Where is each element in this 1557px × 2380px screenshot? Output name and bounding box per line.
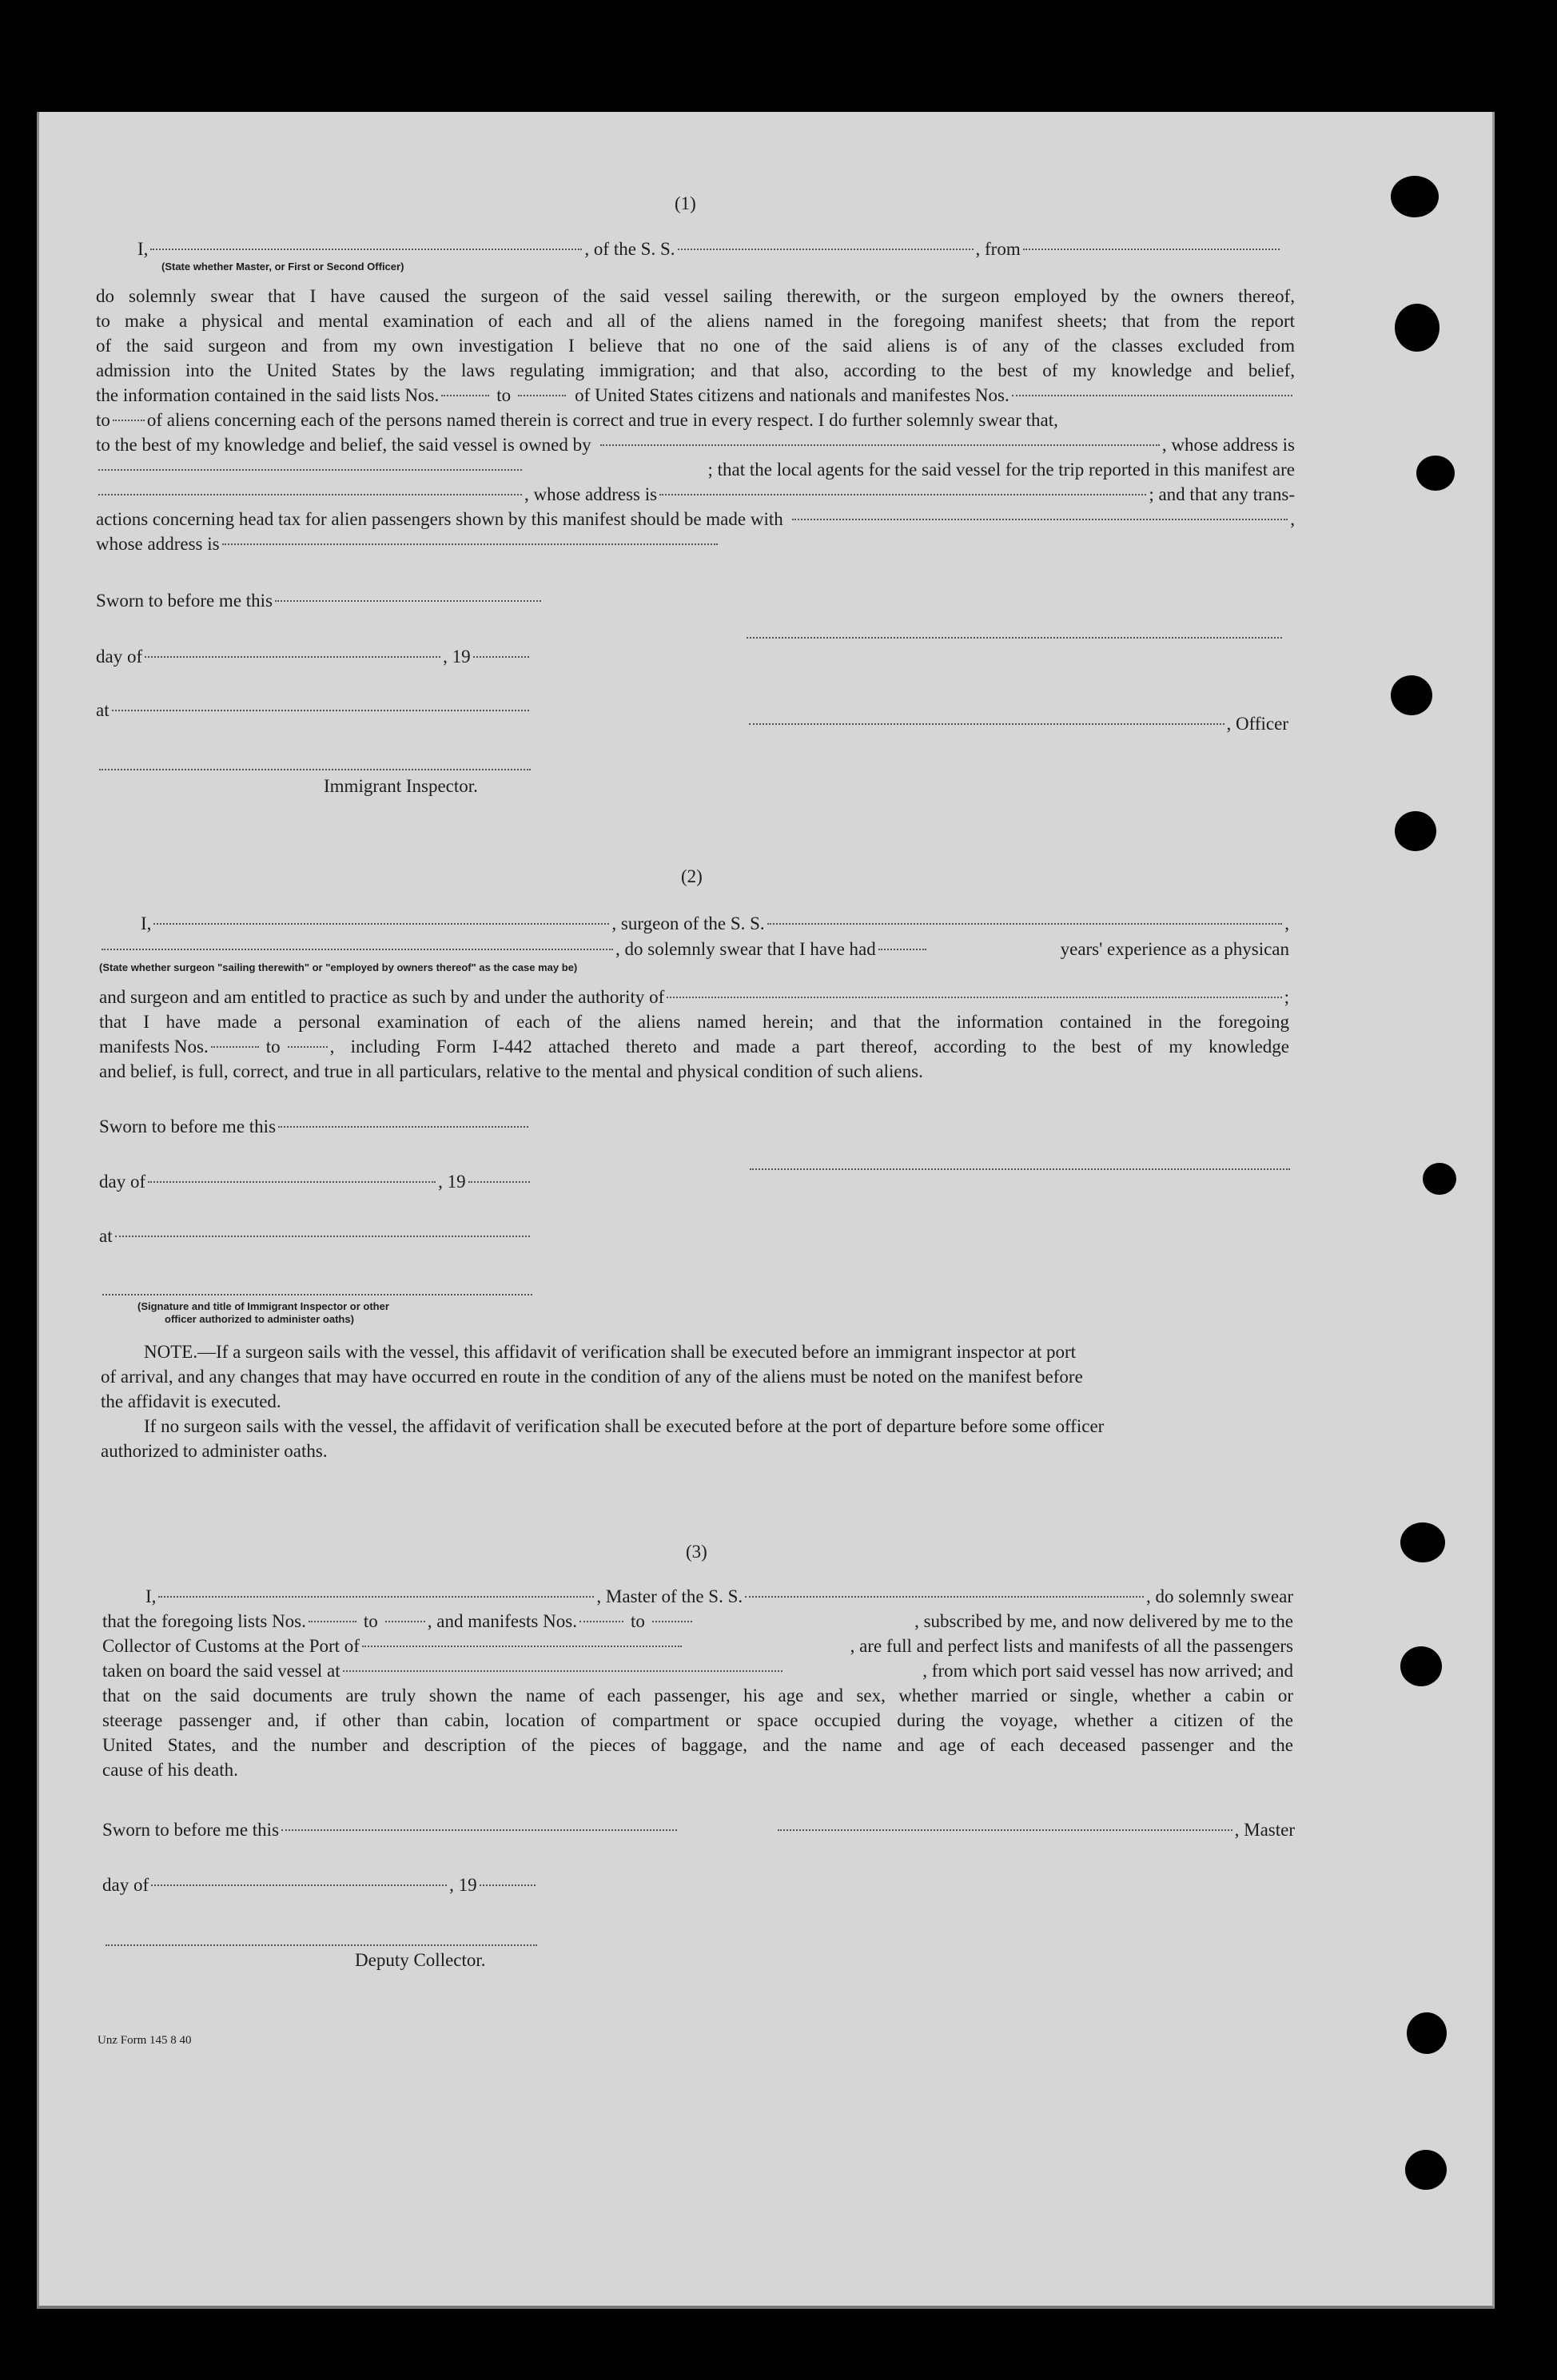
sworn-day-field[interactable] bbox=[275, 600, 541, 602]
s2-inspector-signature-line[interactable] bbox=[102, 1294, 532, 1295]
s2-surgeon-line: I, , surgeon of the S. S. , bbox=[141, 913, 1289, 933]
deputy-collector-label: Deputy Collector. bbox=[355, 1950, 486, 1970]
s2-sworn-month-field[interactable] bbox=[148, 1181, 436, 1183]
s3-lists-from-field[interactable] bbox=[309, 1621, 356, 1622]
s2-sig-caption-2: officer authorized to administer oaths) bbox=[165, 1313, 354, 1325]
officer-name-field[interactable] bbox=[150, 249, 582, 250]
s1-headtax-line: actions concerning head tax for alien passengers shown by this manifest should be made with , bbox=[96, 509, 1295, 529]
sworn-year-field[interactable] bbox=[473, 656, 529, 658]
s3-manifests-from-field[interactable] bbox=[579, 1621, 623, 1622]
s1-owner-line: to the best of my knowledge and belief, the said vessel is owned by , whose address is bbox=[96, 435, 1295, 455]
surgeon-caption: (State whether surgeon "sailing therewith" or "employed by owners thereof" as the case may be) bbox=[99, 961, 578, 973]
s2-sworn-day-field[interactable] bbox=[278, 1126, 528, 1128]
immigrant-inspector-label: Immigrant Inspector. bbox=[324, 776, 478, 796]
s2-experience-line: , do solemnly swear that I have had years' experience as a physican bbox=[99, 937, 1289, 961]
punch-hole bbox=[1423, 1163, 1456, 1195]
s1-lists-line: the information contained in the said lists Nos. to of United States citizens and nationals and manifestes Nos. bbox=[96, 383, 1295, 408]
s1-agents-line: ; that the local agents for the said vessel for the trip reported in this manifest are bbox=[96, 457, 1295, 482]
s3-paragraph: that on the said documents are truly shown the name of each passenger, his age and sex, whether married or single, whether a cabin or steerage passenger and, if other than cabin, location of compartment or space occupied during the voyage, whether a citizen of the United States, and the number and description of the pieces of baggage, and the name and age of each deceased passenger and the cause of his death. bbox=[102, 1686, 1293, 1780]
master-signature-field[interactable] bbox=[778, 1829, 1232, 1831]
section-1-number: (1) bbox=[675, 193, 696, 213]
note-paragraph: NOTE.—If a surgeon sails with the vessel, this affidavit of verification shall be executed before an immigrant inspector at port of arrival, and any changes that may have occurred en route in the condition of any of the aliens must be noted on the manifest before the affidavit is executed. If no surgeon sails with the vessel, the affidavit of verification shall be executed before at the port of departure before some officer authorized to administer oaths. bbox=[101, 1342, 1105, 1461]
s2-authority-line: and surgeon and am entitled to practice as such by and under the authority of ; bbox=[99, 987, 1289, 1007]
s2-paragraph-end: and belief, is full, correct, and true in all particulars, relative to the mental and physical condition of such aliens. bbox=[99, 1061, 923, 1081]
punch-hole bbox=[1405, 2150, 1447, 2190]
years-experience-field[interactable] bbox=[878, 949, 926, 950]
s3-sworn-year-field[interactable] bbox=[480, 1884, 536, 1886]
inspector-signature-line[interactable] bbox=[99, 769, 531, 770]
form-number: Unz Form 145 8 40 bbox=[98, 2034, 192, 2047]
s2-sworn-place-field[interactable] bbox=[115, 1236, 530, 1237]
punch-hole bbox=[1400, 1522, 1445, 1562]
s1-paragraph: do solemnly swear that I have caused the surgeon of the said vessel sailing therewith, or the surgeon employed by the owners thereof, to make a physical and mental examination of each and all of the aliens named in the foregoing manifest sheets; that from the report of the said surgeon and from my own investigation I believe that no one of the said aliens is of any of the classes excluded from admission into the United States by the laws regulating immigration; and that also, according to the best of my knowledge and belief, bbox=[96, 286, 1295, 380]
s2-signature-line[interactable] bbox=[750, 1168, 1290, 1170]
manifests-to-field[interactable] bbox=[113, 420, 145, 421]
s3-port-line: Collector of Customs at the Port of , are full and perfect lists and manifests of all the passengers bbox=[102, 1636, 1293, 1656]
sworn-month-field[interactable] bbox=[145, 656, 440, 658]
s2-manifests-to-field[interactable] bbox=[288, 1046, 328, 1048]
lists-to-field[interactable] bbox=[518, 395, 566, 396]
s3-lists-line: that the foregoing lists Nos. to , and manifests Nos. to , subscribed by me, and now delivered by me to the bbox=[102, 1611, 1293, 1631]
section-3-number: (3) bbox=[686, 1542, 707, 1562]
surgeon-name-field[interactable] bbox=[153, 923, 609, 925]
punch-hole bbox=[1395, 811, 1436, 851]
punch-hole bbox=[1416, 456, 1455, 491]
s1-day-line: day of , 19 bbox=[96, 644, 532, 669]
headtax-party-field[interactable] bbox=[792, 519, 1288, 520]
s2-sworn-line: Sworn to before me this bbox=[99, 1114, 531, 1139]
s1-headtax-address-line: whose address is bbox=[96, 531, 815, 556]
punch-hole bbox=[1391, 176, 1439, 217]
officer-signature-field[interactable] bbox=[749, 723, 1224, 725]
authority-field[interactable] bbox=[667, 997, 1281, 998]
s2-sig-caption-1: (Signature and title of Immigrant Inspector or other bbox=[137, 1300, 389, 1312]
s3-sworn-day-field[interactable] bbox=[281, 1829, 677, 1831]
s3-day-line: day of , 19 bbox=[102, 1873, 538, 1897]
from-port-field[interactable] bbox=[1023, 249, 1280, 250]
owner-field[interactable] bbox=[600, 444, 1160, 446]
s1-officer-line: I, , of the S. S. , from bbox=[137, 237, 1282, 261]
s3-vessel-field[interactable] bbox=[745, 1596, 1144, 1598]
s2-manifests-from-field[interactable] bbox=[211, 1046, 259, 1048]
vessel-name-field[interactable] bbox=[678, 249, 974, 250]
s3-master-line: I, , Master of the S. S. , do solemnly swear bbox=[145, 1586, 1293, 1606]
s3-sworn-line: Sworn to before me this , Master bbox=[102, 1820, 1295, 1840]
agents-field[interactable] bbox=[98, 494, 522, 496]
s2-sworn-year-field[interactable] bbox=[468, 1181, 530, 1183]
section-2-number: (2) bbox=[681, 866, 703, 886]
s2-manifests-line: manifests Nos. to , including Form I-442 attached thereto and made a part thereof, according to the best of my knowledge bbox=[99, 1037, 1289, 1057]
sworn-place-field[interactable] bbox=[112, 710, 529, 711]
s1-sworn-line: Sworn to before me this bbox=[96, 588, 544, 613]
s1-at-line: at bbox=[96, 698, 532, 722]
s3-lists-to-field[interactable] bbox=[385, 1621, 425, 1622]
punch-hole bbox=[1395, 304, 1440, 352]
officer-caption: (State whether Master, or First or Second Officer) bbox=[161, 261, 404, 273]
s3-boarding-port-field[interactable] bbox=[343, 1670, 782, 1672]
s2-day-line: day of , 19 bbox=[99, 1169, 532, 1194]
s3-sworn-month-field[interactable] bbox=[151, 1884, 447, 1886]
manifests-from-field[interactable] bbox=[1012, 395, 1292, 396]
collector-signature-line[interactable] bbox=[106, 1944, 537, 1946]
owner-address-field[interactable] bbox=[98, 469, 522, 471]
agents-address-field[interactable] bbox=[659, 494, 1146, 496]
s1-aliens-line: to of aliens concerning each of the persons named therein is correct and true in every respect. I do further solemnly swear that, bbox=[96, 410, 1058, 430]
s2-vessel-field[interactable] bbox=[767, 923, 1283, 925]
punch-hole bbox=[1391, 675, 1432, 715]
s1-signature-line[interactable] bbox=[747, 637, 1282, 639]
s1-officer-sign-line: , Officer bbox=[747, 711, 1288, 736]
s3-boarded-line: taken on board the said vessel at , from which port said vessel has now arrived; and bbox=[102, 1661, 1293, 1681]
s1-agents-address-line: , whose address is ; and that any trans- bbox=[96, 482, 1295, 507]
punch-hole bbox=[1400, 1646, 1442, 1686]
punch-hole bbox=[1407, 2012, 1447, 2054]
surgeon-status-field[interactable] bbox=[102, 949, 613, 950]
s3-master-name-field[interactable] bbox=[158, 1596, 594, 1598]
s3-port-field[interactable] bbox=[362, 1646, 682, 1647]
headtax-address-field[interactable] bbox=[222, 543, 718, 545]
s2-paragraph: that I have made a personal examination of each of the aliens named herein; and that the information contained in the foregoing bbox=[99, 1012, 1289, 1032]
s3-manifests-to-field[interactable] bbox=[652, 1621, 692, 1622]
lists-from-field[interactable] bbox=[441, 395, 489, 396]
s2-at-line: at bbox=[99, 1224, 532, 1248]
